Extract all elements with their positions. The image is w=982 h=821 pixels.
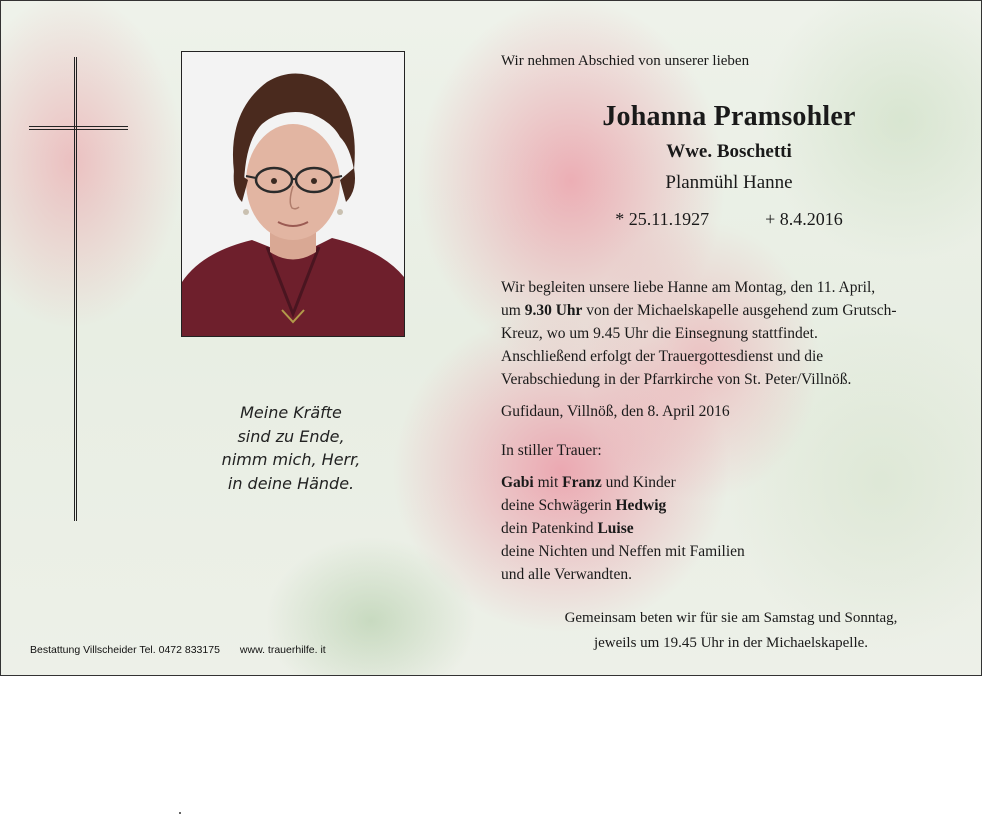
portrait-photo [181, 51, 405, 337]
mourner-line: deine Schwägerin Hedwig [501, 497, 667, 514]
funeral-line: Kreuz, wo um 9.45 Uhr die Einsegnung stattfindet. [501, 325, 818, 342]
mourner-line: Gabi mit Franz und Kinder [501, 474, 676, 491]
prayer-notice [521, 606, 941, 656]
funeral-line: um 9.30 Uhr von der Michaelskapelle ausgehend zum Grutsch- [501, 302, 897, 319]
funeral-line: Verabschiedung in der Pfarrkirche von St. Peter/Villnöß. [501, 371, 852, 388]
verse [201, 401, 381, 495]
verse-line: in deine Hände. [227, 473, 355, 493]
mourners-list [501, 471, 745, 586]
website-link: www. trauerhilfe. it [239, 644, 326, 656]
place-date: Gufidaun, Villnöß, den 8. April 2016 [501, 403, 730, 420]
prayer-line: jeweils um 19.45 Uhr in der Michaelskapelle. [593, 635, 869, 651]
mourner-line: deine Nichten und Neffen mit Familien [501, 543, 745, 560]
death-date: + 8.4.2016 [765, 209, 843, 229]
funeral-line: Wir begleiten unsere liebe Hanne am Montag, den 11. April, [501, 279, 876, 296]
portrait-image [182, 52, 404, 336]
cross-bar [29, 126, 128, 130]
footer [30, 644, 326, 656]
funeral-details [501, 276, 951, 391]
intro-text: Wir nehmen Abschied von unserer lieben [501, 53, 750, 69]
funeral-line: Anschließend erfolgt der Trauergottesdienst und die [501, 348, 824, 365]
nickname: Planmühl Hanne [665, 172, 793, 193]
prayer-line: Gemeinsam beten wir für sie am Samstag und Sonntag, [564, 610, 898, 626]
deceased-name: Johanna Pramsohler [602, 101, 856, 132]
verse-line: nimm mich, Herr, [221, 450, 361, 469]
mourner-line: und alle Verwandten. [501, 566, 632, 583]
life-dates [501, 209, 957, 230]
mourning-heading: In stiller Trauer: [501, 442, 602, 459]
funeral-home-contact: Bestattung Villscheider Tel. 0472 833175 [30, 644, 220, 656]
stray-dot [179, 812, 181, 814]
verse-line: sind zu Ende, [237, 426, 345, 446]
mourner-line: dein Patenkind Luise [501, 520, 634, 537]
verse-line: Meine Kräfte [240, 403, 342, 422]
married-name: Wwe. Boschetti [666, 141, 792, 162]
birth-date: * 25.11.1927 [615, 209, 710, 229]
